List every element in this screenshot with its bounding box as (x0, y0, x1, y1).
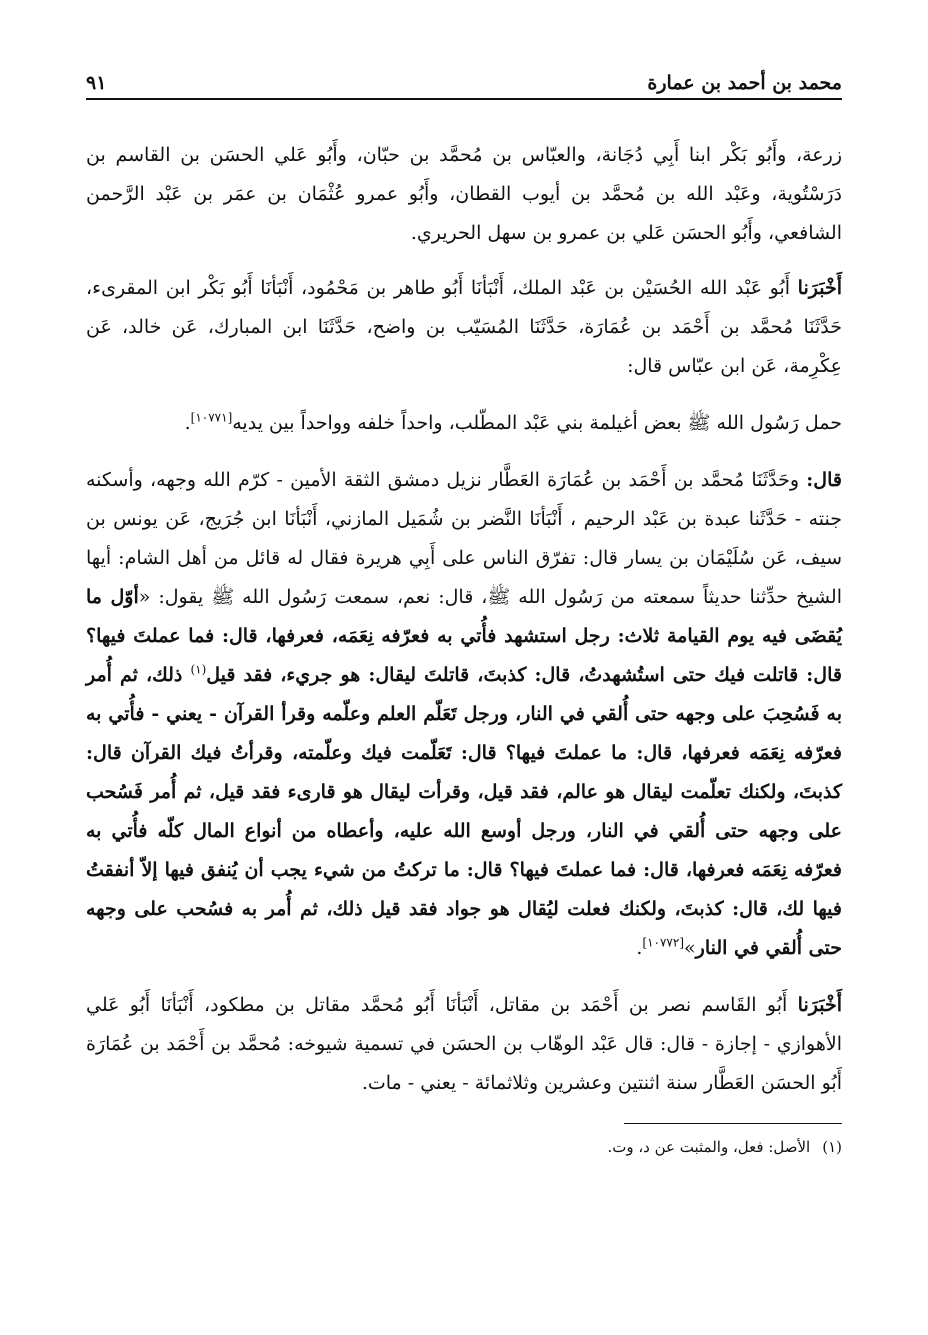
paragraph-3 (86, 404, 842, 443)
paragraph-2-text: أَبُو عَبْد الله الحُسَيْن بن عَبْد الملك، أَنْبَأنَا أَبُو طاهر بن مَحْمُود، أَنْبَأنَا أَبُو بَكْر ابن المقرىء، حَدَّثَنَا مُحمَّد بن أَحْمَد بن عُمَارَة، حَدَّثَنَا المُسَيّب بن واضح، حَدَّثَنَا ابن المبارك، عَن خالد، عَن عِكْرِمة، عَن ابن عبّاس قال: (86, 277, 842, 377)
footnote-marker: (١) (190, 662, 207, 677)
keyword-qala: قال: (806, 469, 842, 491)
paragraph-1: زرعة، وأَبُو بَكْر ابنا أَبِي دُجَانة، والعبّاس بن مُحمَّد بن حبّان، وأَبُو عَلي الحسَن بن القاسم بن دَرَسْتُوية، وعَبْد الله بن مُحمَّد بن أيوب القطان، وأَبُو عمرو عُثْمَان بن عمَر بن عَبْد الرَّحمن الشافعي، وأَبُو الحسَن عَلي بن عمرو بن سهل الحريري. (86, 144, 842, 244)
hadith-text-part-2: ذلك، ثم أُمر به فَسُحِبَ على وجهه حتى أُلقي في النار، ورجل تَعَلّم العلم وعلّمه وقرأ القرآن - يعني - فأُتي به فعرّفه نِعَمَه فعرفها، قال: ما عملتَ فيها؟ قال: تَعَلّمت فيك وعلّمته، وقرأتُ فيك القرآن قال: كذبتَ، ولكنك تعلّمت ليقال هو عالم، فقد قيل، وقرأت ليقال هو قارىء فقد قيل، ثم أُمر فَسُحب على وجهه حتى أُلقي في النار، ورجل أوسع الله عليه، وأعطاه من أنواع المال كلّه فأُتي به فعرّفه نِعَمَه فعرفها، قال: فما عملتَ فيها؟ قال: ما تركتُ من شيء يجب أن يُنفق فيها إلاّ أنفقتُ فيها لك، قال: كذبتَ، ولكنك فعلت ليُقال هو جواد فقد قيل ذلك، ثم أُمر به فسُحب على وجهه حتى أُلقي في النار (86, 664, 842, 959)
header-title: محمد بن أحمد بن عمارة (647, 72, 842, 94)
paragraph-4-text: وحَدَّثَنَا مُحمَّد بن أَحْمَد بن عُمَارَة العَطَّار نزيل دمشق الثقة الأمين - كرّم الله وجهه، وأسكنه جنته - حَدَّثَنا عبدة بن عَبْد الرحيم ، أَنْبَأنَا النَّضر بن شُمَيل المازني، أَنْبَأنَا ابن جُرَيج، عَن يونس بن سيف، عَن سُلَيْمَان بن يسار قال: تفرّق الناس على أَبِي هريرة فقال له قائل من أهل الشام: أيها الشيخ حدِّثنا حديثاً سمعته من رَسُول الله ﷺ، قال: نعم، سمعت رَسُول الله ﷺ يقول: « (86, 469, 842, 608)
hadith-reference: [١٠٧٧٢] (642, 935, 685, 950)
paragraph-2 (86, 269, 842, 386)
paragraph-3-text: حمل رَسُول الله ﷺ بعض أغيلمة بني عَبْد المطّلب، واحداً خلفه وواحداً بين يديه (232, 412, 842, 434)
paragraph-4 (86, 461, 842, 968)
footnote (86, 1138, 842, 1156)
footnote-number: (١) (822, 1138, 842, 1156)
hadith-reference: [١٠٧٧١] (190, 410, 233, 425)
page (86, 52, 842, 1156)
paragraph-4-end: . (636, 937, 643, 959)
paragraph-5-text: أَبُو القَاسم نصر بن أَحْمَد بن مقاتل، أَنْبَأنَا أَبُو مُحمَّد مقاتل بن مطكود، أَنْبَأنَا أَبُو عَلي الأهوازي - إجازة - قال: قال عَبْد الوهّاب بن الحسَن في تسمية شيوخه: مُحمَّد بن أَحْمَد بن عُمَارَة أَبُو الحسَن العَطَّار سنة اثنتين وعشرين وثلاثمائة - يعني - مات. (86, 994, 842, 1094)
quote-close: » (684, 937, 696, 959)
hadith-text-part-1: أوّل ما يُقضَى فيه يوم القيامة ثلاث: رجل استشهد فأُتي به فعرّفه نِعَمَه، فعرفها، قال: فما عملتَ فيها؟ قال: قاتلت فيك حتى استُشهدتُ، قال: كذبتَ، قاتلتَ ليقال: هو جريء، فقد قيل (86, 586, 842, 686)
paragraph-3-end: . (184, 412, 191, 434)
paragraph-5 (86, 986, 842, 1103)
main-text (86, 136, 842, 1103)
keyword-akhbarana: أَخْبَرَنا (797, 994, 842, 1016)
page-number: ٩١ (86, 72, 107, 94)
header-rule (86, 98, 842, 100)
footnote-rule (624, 1123, 842, 1124)
keyword-akhbarana: أَخْبَرَنا (797, 277, 842, 299)
running-header (86, 52, 842, 94)
footnote-text: الأصل: فعل، والمثبت عن د، وت. (607, 1138, 811, 1156)
